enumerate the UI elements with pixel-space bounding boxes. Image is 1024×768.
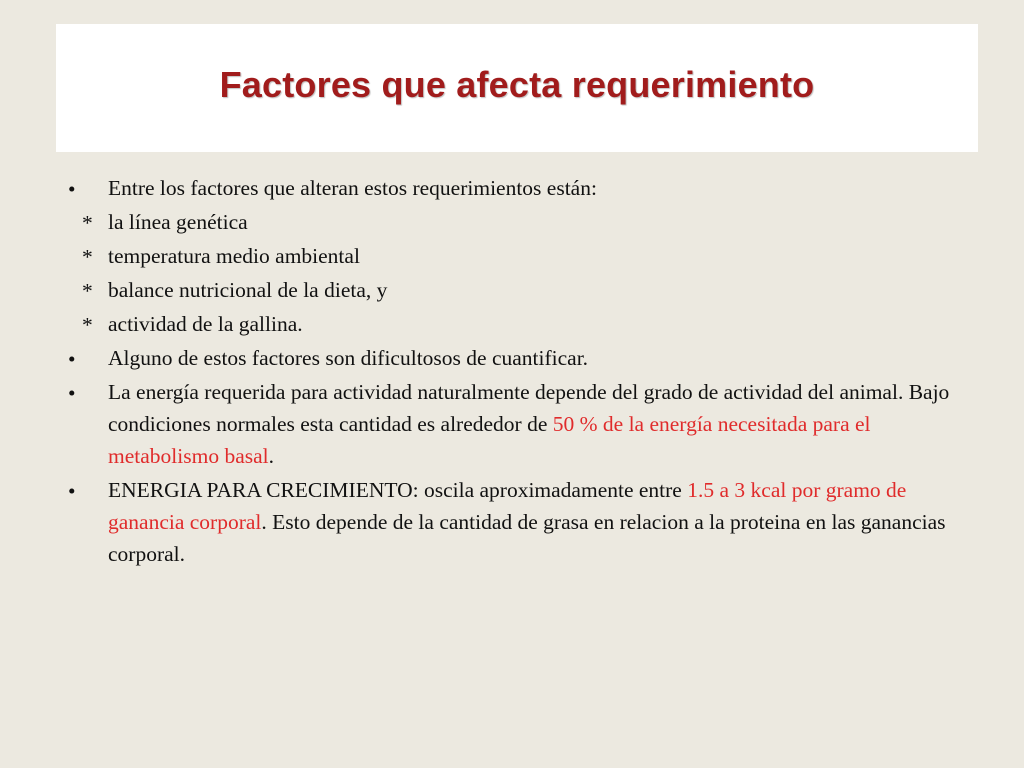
sub-marker: * [82,211,93,235]
sub-item [68,206,968,240]
sub-item [68,274,968,308]
sub-item [68,240,968,274]
bullet-item [68,474,968,570]
bullet-item [68,376,968,472]
bullet-text: Alguno de estos factores son dificultosos de cuantificar. [108,346,589,370]
text-segment: . [268,444,274,468]
text-segment: ENERGIA PARA CRECIMIENTO: oscila aproximadamente entre [108,478,688,502]
sub-marker: * [82,313,93,337]
bullet-marker: • [68,347,76,371]
bullet-item [68,172,968,206]
sub-item-text: balance nutricional de la dieta, y [108,278,388,302]
highlighted-text: 50 % de la energía necesitada para el metabolismo basal [108,412,871,468]
bullet-text: Entre los factores que alteran estos requerimientos están: [108,176,597,200]
bullet-marker: • [68,177,76,201]
bullet-text [108,376,968,472]
bullet-marker: • [68,479,76,503]
slide-body [68,172,968,570]
sub-item [68,308,968,342]
sub-item-text: temperatura medio ambiental [108,244,360,268]
sub-marker: * [82,245,93,269]
slide-title: Factores que afecta requerimiento [219,64,815,105]
highlighted-text: 1.5 a 3 kcal por gramo de ganancia corporal [108,478,907,534]
sub-marker: * [82,279,93,303]
bullet-text [108,474,968,570]
sub-item-text: la línea genética [108,210,248,234]
bullet-marker: • [68,381,76,405]
bullet-item [68,342,968,376]
sub-item-text: actividad de la gallina. [108,312,303,336]
text-segment: . Esto depende de la cantidad de grasa en relacion a la proteina en las ganancias corporal. [108,510,946,566]
title-band [56,24,978,152]
text-segment: La energía requerida para actividad naturalmente depende del grado de actividad del animal. Bajo condiciones normales esta cantidad es alrededor de [108,380,950,436]
